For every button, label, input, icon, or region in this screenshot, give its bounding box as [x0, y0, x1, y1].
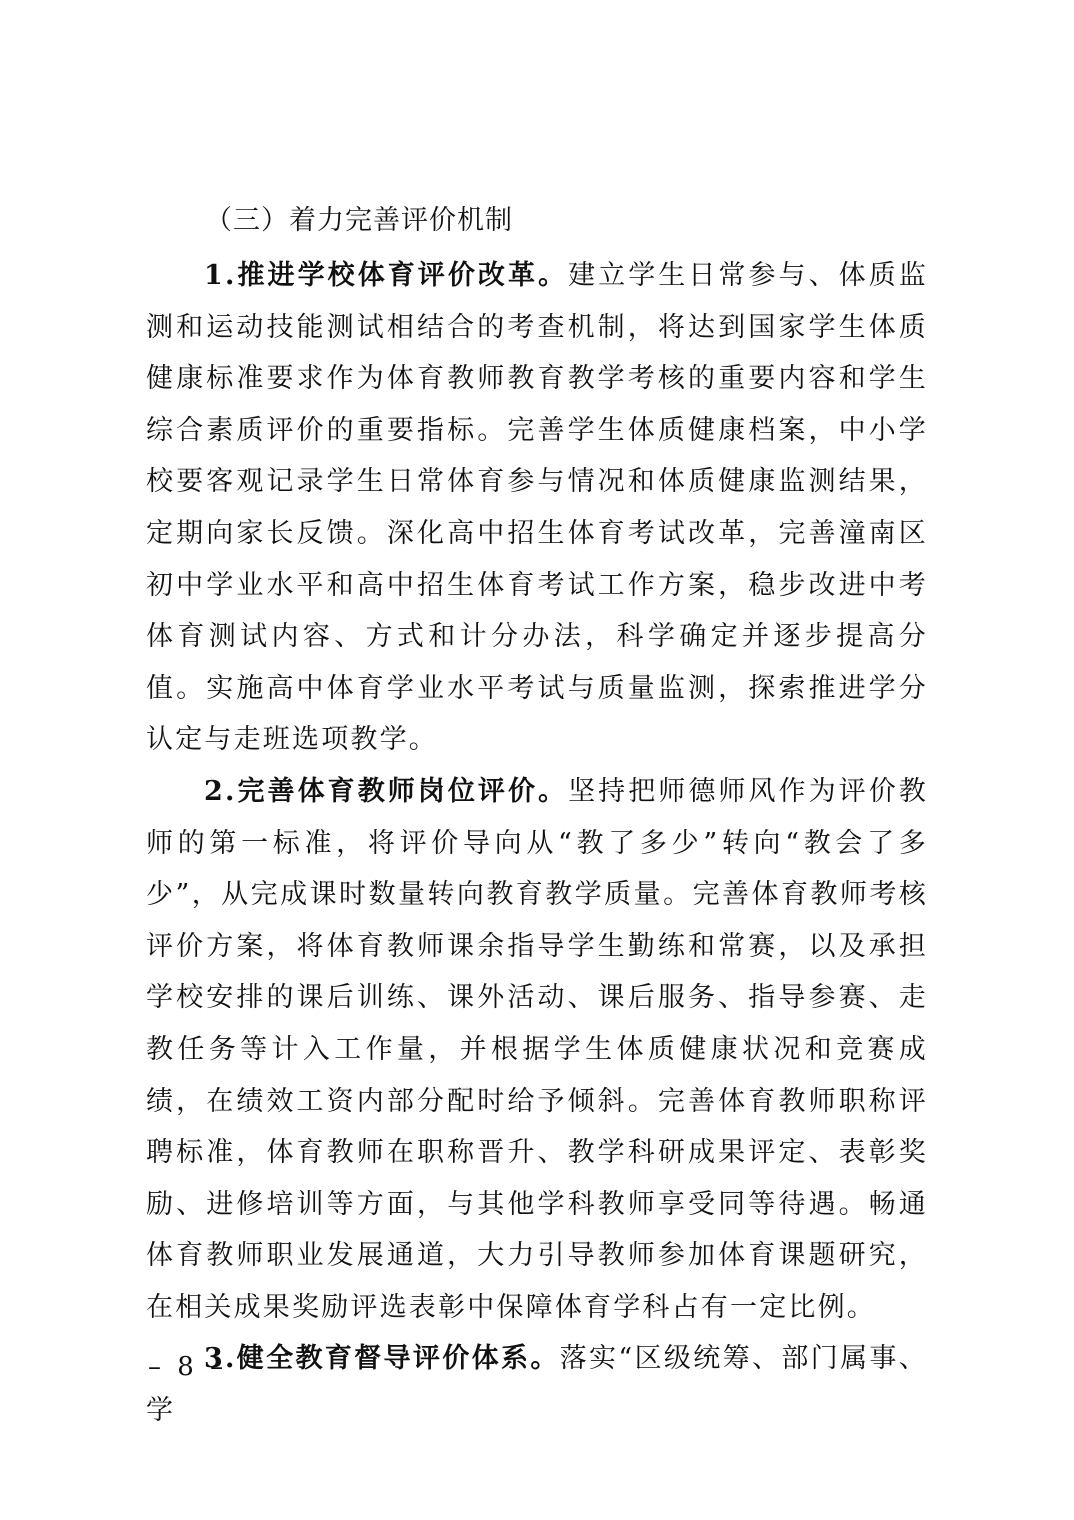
section-heading: （三）着力完善评价机制 [205, 205, 513, 236]
paragraph-text: 坚持把师德师风作为评价教师的第一标准，将评价导向从“教了多少”转向“教会了多少”，从完成课时数量转向教育教学质量。完善体育教师考核评价方案，将体育教师课余指导学生勤练和常赛，以及承担学校安排的课后训练、课外活动、课后服务、指导参赛、走教任务等计入工作量，并根据学生体质健康状况和竞赛成绩，在绩效工资内部分配时给予倾斜。完善体育教师职称评聘标准，体育教师在职称晋升、教学科研成果评定、表彰奖励、进修培训等方面，与其他学科教师享受同等待遇。畅通体育教师职业发展通道，大力引导教师参加体育课题研究，在相关成果奖励评选表彰中保障体育学科占有一定比例。 [146, 775, 928, 1323]
paragraph-lead: 2.完善体育教师岗位评价。 [204, 775, 569, 807]
page-number: – 8 – [148, 1352, 228, 1382]
body-text [146, 250, 928, 1437]
paragraph-text: 落实“区级统筹、部门属事、学 [146, 1343, 928, 1427]
paragraph-text: 建立学生日常参与、体质监测和运动技能测试相结合的考查机制，将达到国家学生体质健康标准要求作为体育教师教育教学考核的重要内容和学生综合素质评价的重要指标。完善学生体质健康档案，中小学校要客观记录学生日常体育参与情况和体质健康监测结果，定期向家长反馈。深化高中招生体育考试改革，完善潼南区初中学业水平和高中招生体育考试工作方案，稳步改进中考体育测试内容、方式和计分办法，科学确定并逐步提高分值。实施高中体育学业水平考试与质量监测，探索推进学分认定与走班选项教学。 [146, 260, 928, 756]
paragraph-education-supervision [146, 1333, 928, 1436]
paragraph-lead: 3.健全教育督导评价体系。 [204, 1343, 560, 1375]
paragraph-pe-teacher-evaluation [146, 766, 928, 1334]
paragraph-lead: 1.推进学校体育评价改革。 [204, 260, 569, 291]
paragraph-school-pe-evaluation [146, 250, 928, 766]
